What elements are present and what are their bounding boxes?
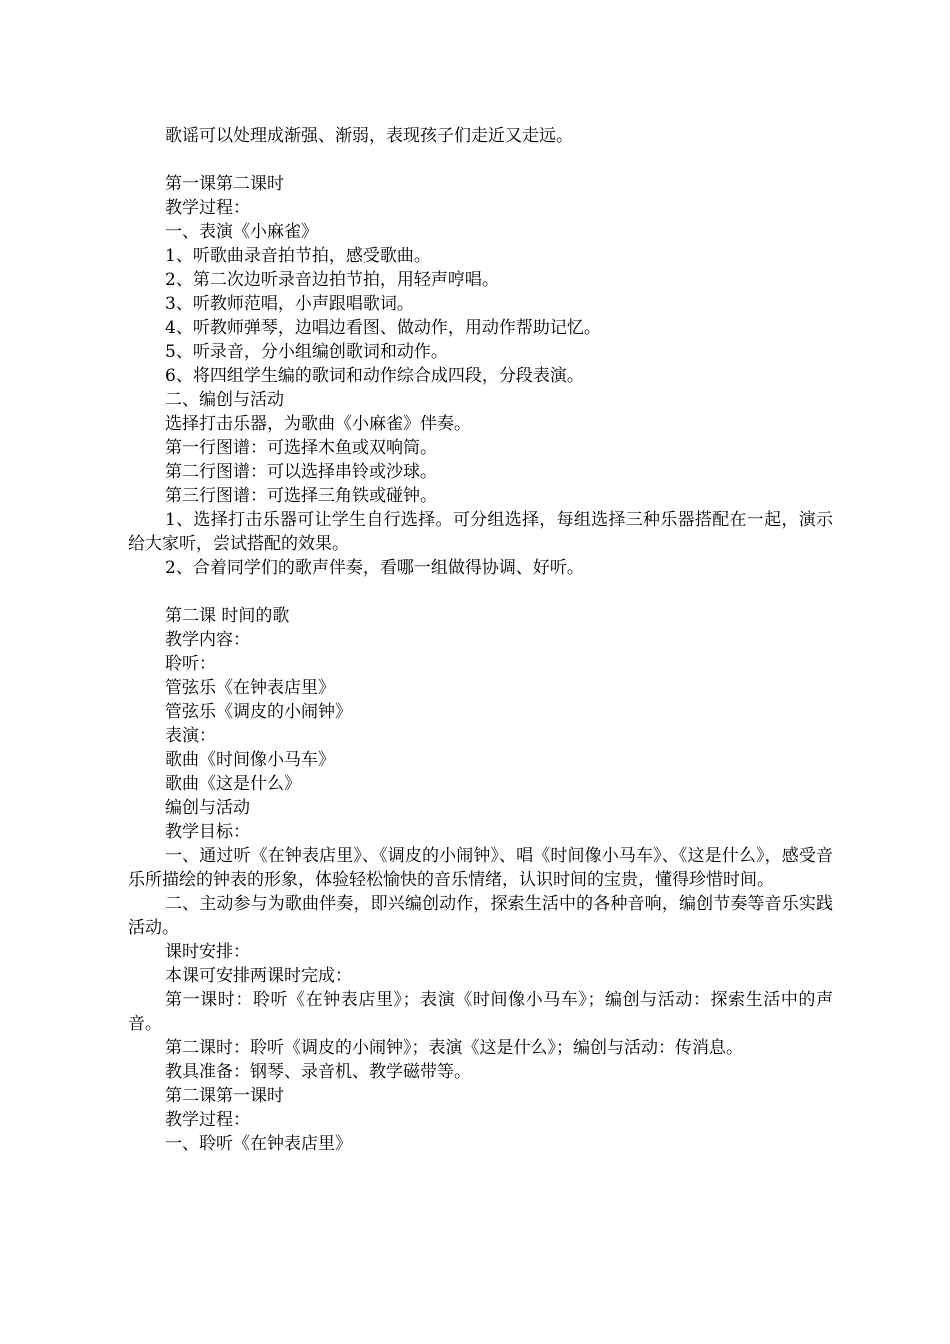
paragraph: 管弦乐《在钟表店里》: [165, 678, 335, 698]
list-item: 1、听歌曲录音拍节拍，感受歌曲。: [165, 246, 431, 266]
list-item: 5、听录音，分小组编创歌词和动作。: [165, 342, 448, 362]
document-body: [128, 124, 833, 1156]
paragraph: 教具准备：钢琴、录音机、教学磁带等。: [165, 1062, 471, 1082]
paragraph: 管弦乐《调皮的小闹钟》: [165, 702, 352, 722]
paragraph: 歌谣可以处理成渐强、渐弱，表现孩子们走近又走远。: [165, 126, 573, 146]
paragraph: 歌曲《时间像小马车》: [165, 750, 335, 770]
paragraph: 第一行图谱：可选择木鱼或双响筒。: [165, 438, 437, 458]
section-heading: 第二课第一课时: [165, 1086, 284, 1106]
paragraph: 第二行图谱：可以选择串铃或沙球。: [165, 462, 437, 482]
paragraph: 表演：: [165, 726, 216, 746]
list-item: 6、将四组学生编的歌词和动作综合成四段，分段表演。: [165, 366, 584, 386]
list-item: 2、合着同学们的歌声伴奏，看哪一组做得协调、好听。: [165, 558, 584, 578]
paragraph: 编创与活动: [165, 798, 250, 818]
paragraph: 一、表演《小麻雀》: [165, 222, 318, 242]
list-item: 1、选择打击乐器可让学生自行选择。可分组选择，每组选择三种乐器搭配在一起，演示给大家听，尝试搭配的效果。: [128, 510, 833, 554]
paragraph: 课时安排：: [165, 942, 250, 962]
paragraph: 第二课时：聆听《调皮的小闹钟》；表演《这是什么》；编创与活动：传消息。: [165, 1038, 743, 1058]
paragraph: 二、主动参与为歌曲伴奏，即兴编创动作，探索生活中的各种音响，编创节奏等音乐实践活动。: [128, 894, 833, 938]
paragraph: 歌曲《这是什么》: [165, 774, 301, 794]
paragraph: 聆听：: [165, 654, 216, 674]
list-item: 4、听教师弹琴，边唱边看图、做动作，用动作帮助记忆。: [165, 318, 601, 338]
section-heading: 第一课第二课时: [165, 174, 284, 194]
paragraph: 教学过程：: [165, 198, 250, 218]
paragraph: 本课可安排两课时完成：: [165, 966, 352, 986]
list-item: 3、听教师范唱，小声跟唱歌词。: [165, 294, 414, 314]
paragraph: 二、编创与活动: [165, 390, 284, 410]
blank-line: [128, 580, 833, 604]
paragraph: 教学内容：: [165, 630, 250, 650]
blank-line: [128, 148, 833, 172]
paragraph: 选择打击乐器，为歌曲《小麻雀》伴奏。: [165, 414, 471, 434]
section-heading: 第二课 时间的歌: [165, 606, 290, 626]
paragraph: 第三行图谱：可选择三角铁或碰钟。: [165, 486, 437, 506]
paragraph: 教学目标：: [165, 822, 250, 842]
paragraph: 教学过程：: [165, 1110, 250, 1130]
paragraph: 第一课时：聆听《在钟表店里》；表演《时间像小马车》；编创与活动：探索生活中的声音。: [128, 990, 833, 1034]
paragraph: 一、通过听《在钟表店里》、《调皮的小闹钟》、唱《时间像小马车》、《这是什么》，感受音乐所描绘的钟表的形象，体验轻松愉快的音乐情绪，认识时间的宝贵，懂得珍惜时间。: [128, 846, 833, 890]
paragraph: 一、聆听《在钟表店里》: [165, 1134, 352, 1154]
list-item: 2、第二次边听录音边拍节拍，用轻声哼唱。: [165, 270, 499, 290]
